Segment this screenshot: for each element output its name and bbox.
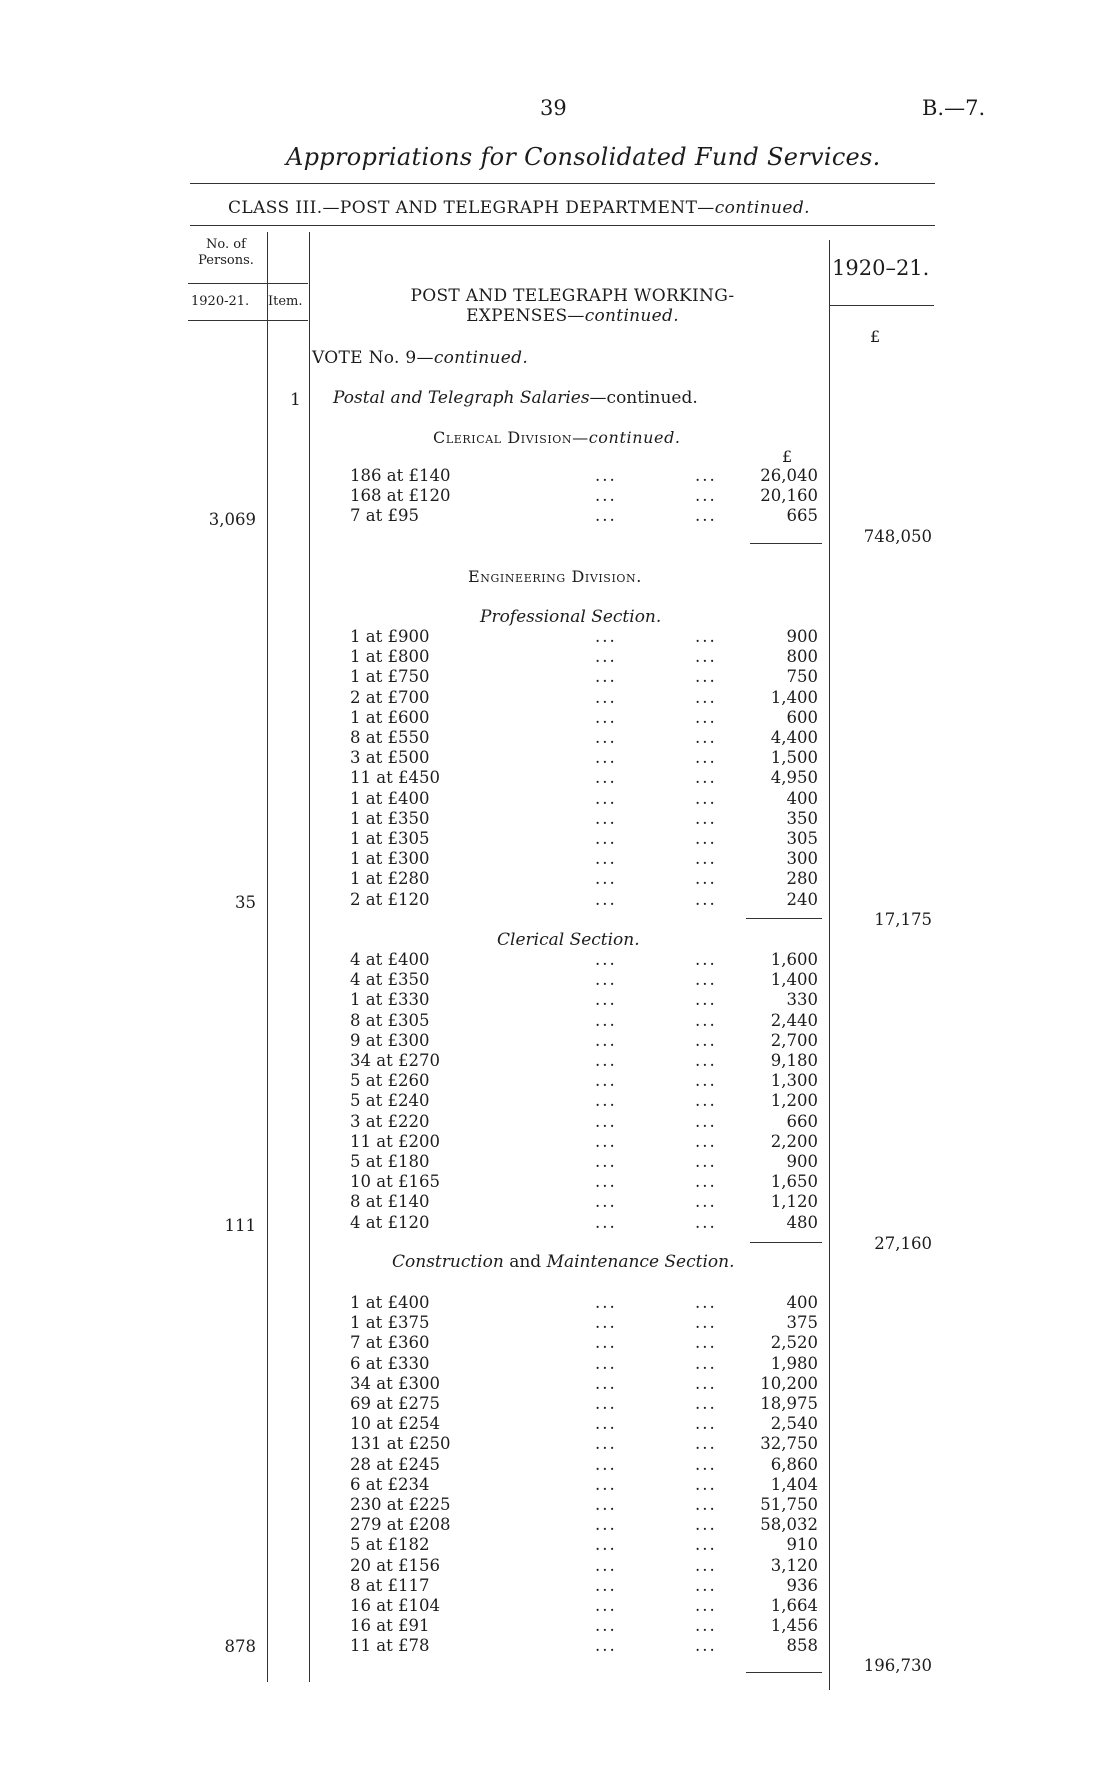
row-leader-dots: ... bbox=[695, 1535, 717, 1555]
row-amount: 2,540 bbox=[770, 1414, 818, 1434]
row-leader-dots: ... bbox=[695, 1091, 717, 1111]
table-row bbox=[350, 1374, 818, 1394]
row-leader-dots: ... bbox=[595, 1111, 617, 1131]
row-description: 2 at £120 bbox=[350, 889, 430, 909]
table-row bbox=[350, 950, 818, 970]
row-description: 168 at £120 bbox=[350, 486, 451, 505]
row-description: 279 at £208 bbox=[350, 1515, 451, 1535]
class-heading bbox=[228, 198, 810, 218]
row-description: 34 at £300 bbox=[350, 1373, 440, 1393]
row-description: 1 at £600 bbox=[350, 707, 430, 727]
row-amount: 750 bbox=[786, 667, 818, 687]
row-amount: 936 bbox=[786, 1575, 818, 1595]
persons-count-construction: 878 bbox=[224, 1637, 256, 1656]
row-description: 1 at £350 bbox=[350, 808, 430, 828]
row-leader-dots: ... bbox=[695, 1555, 717, 1575]
row-leader-dots: ... bbox=[595, 808, 617, 828]
row-amount: 18,975 bbox=[760, 1394, 818, 1413]
row-amount: 1,120 bbox=[770, 1192, 818, 1212]
row-leader-dots: ... bbox=[695, 1293, 717, 1312]
row-amount: 910 bbox=[786, 1535, 818, 1555]
table-row bbox=[350, 1031, 818, 1051]
row-leader-dots: ... bbox=[695, 788, 717, 808]
page-title: Appropriations for Consolidated Fund Services. bbox=[286, 143, 881, 171]
row-leader-dots: ... bbox=[695, 1313, 717, 1333]
row-description: 5 at £180 bbox=[350, 1152, 430, 1171]
row-leader-dots: ... bbox=[695, 647, 717, 667]
row-leader-dots: ... bbox=[695, 1434, 717, 1454]
rule-professional-total bbox=[746, 918, 822, 919]
row-leader-dots: ... bbox=[695, 1575, 717, 1595]
row-description: 28 at £245 bbox=[350, 1454, 440, 1474]
column-rule-item bbox=[309, 232, 310, 1682]
row-description: 1 at £375 bbox=[350, 1313, 430, 1333]
row-leader-dots: ... bbox=[595, 1434, 617, 1454]
row-leader-dots: ... bbox=[695, 1616, 717, 1636]
row-amount: 400 bbox=[786, 1293, 818, 1312]
table-row bbox=[350, 1434, 818, 1454]
table-row bbox=[350, 486, 818, 506]
persons-count-clerical-section: 111 bbox=[224, 1216, 256, 1235]
row-amount: 350 bbox=[786, 808, 818, 828]
row-description: 6 at £234 bbox=[350, 1474, 430, 1494]
item-title-text: Postal and Telegraph Salaries bbox=[333, 388, 590, 408]
row-amount: 10,200 bbox=[760, 1373, 818, 1393]
row-leader-dots: ... bbox=[595, 1575, 617, 1595]
row-description: 7 at £360 bbox=[350, 1333, 430, 1353]
table-row bbox=[350, 667, 818, 687]
row-leader-dots: ... bbox=[695, 1111, 717, 1131]
column-header-persons-year: 1920-21. bbox=[191, 294, 250, 309]
row-description: 3 at £220 bbox=[350, 1111, 430, 1131]
row-description: 2 at £700 bbox=[350, 687, 430, 707]
row-amount: 51,750 bbox=[760, 1495, 818, 1514]
row-leader-dots: ... bbox=[595, 1030, 617, 1050]
row-amount: 9,180 bbox=[770, 1051, 818, 1070]
row-description: 4 at £400 bbox=[350, 950, 430, 969]
row-description: 16 at £91 bbox=[350, 1616, 430, 1636]
row-leader-dots: ... bbox=[595, 1394, 617, 1413]
table-row bbox=[350, 768, 818, 788]
class-heading-continued: continued. bbox=[714, 198, 810, 218]
row-amount: 2,440 bbox=[770, 1010, 818, 1030]
row-leader-dots: ... bbox=[695, 627, 717, 646]
row-leader-dots: ... bbox=[695, 849, 717, 869]
row-amount: 2,200 bbox=[770, 1131, 818, 1151]
row-leader-dots: ... bbox=[595, 1555, 617, 1575]
row-leader-dots: ... bbox=[595, 1212, 617, 1232]
table-row bbox=[350, 748, 818, 768]
table-row bbox=[350, 1293, 818, 1313]
row-leader-dots: ... bbox=[595, 1293, 617, 1312]
row-amount: 240 bbox=[786, 889, 818, 909]
persons-count-professional: 35 bbox=[235, 893, 256, 912]
section-title-continued: continued. bbox=[584, 306, 679, 326]
row-leader-dots: ... bbox=[595, 1535, 617, 1555]
row-amount: 600 bbox=[786, 707, 818, 727]
row-description: 1 at £900 bbox=[350, 627, 430, 646]
item-title bbox=[333, 388, 698, 408]
row-leader-dots: ... bbox=[595, 1152, 617, 1171]
row-leader-dots: ... bbox=[595, 1596, 617, 1615]
table-row bbox=[350, 647, 818, 667]
table-row bbox=[350, 1152, 818, 1172]
row-leader-dots: ... bbox=[595, 788, 617, 808]
table-row bbox=[350, 688, 818, 708]
row-leader-dots: ... bbox=[695, 748, 717, 768]
table-row bbox=[350, 1011, 818, 1031]
row-amount: 4,950 bbox=[770, 768, 818, 788]
construction-heading-a: Construction bbox=[392, 1252, 504, 1272]
row-description: 131 at £250 bbox=[350, 1434, 451, 1454]
row-description: 8 at £117 bbox=[350, 1575, 430, 1595]
row-leader-dots: ... bbox=[695, 728, 717, 747]
row-leader-dots: ... bbox=[695, 1172, 717, 1192]
row-amount: 3,120 bbox=[770, 1555, 818, 1575]
row-leader-dots: ... bbox=[695, 889, 717, 909]
row-description: 69 at £275 bbox=[350, 1394, 440, 1413]
table-row bbox=[350, 1596, 818, 1616]
row-leader-dots: ... bbox=[595, 889, 617, 909]
row-amount: 660 bbox=[786, 1111, 818, 1131]
row-amount: 280 bbox=[786, 869, 818, 889]
row-leader-dots: ... bbox=[695, 1071, 717, 1091]
row-leader-dots: ... bbox=[595, 687, 617, 707]
row-description: 1 at £750 bbox=[350, 667, 430, 687]
row-amount: 900 bbox=[786, 1152, 818, 1171]
table-row bbox=[350, 1333, 818, 1353]
row-leader-dots: ... bbox=[595, 1454, 617, 1474]
row-amount: 858 bbox=[786, 1636, 818, 1656]
row-leader-dots: ... bbox=[695, 506, 717, 525]
table-row bbox=[350, 990, 818, 1010]
column-rule-amount bbox=[829, 240, 830, 1690]
table-row bbox=[350, 708, 818, 728]
row-description: 10 at £254 bbox=[350, 1414, 440, 1434]
table-row bbox=[350, 1414, 818, 1434]
construction-heading-b: Maintenance Section. bbox=[546, 1252, 735, 1272]
vote-text: VOTE No. 9— bbox=[312, 348, 434, 368]
construction-section-heading bbox=[392, 1252, 735, 1272]
row-amount: 2,520 bbox=[770, 1333, 818, 1353]
row-amount: 900 bbox=[786, 627, 818, 646]
row-description: 4 at £120 bbox=[350, 1212, 430, 1232]
total-construction: 196,730 bbox=[863, 1656, 932, 1675]
table-row bbox=[350, 1192, 818, 1212]
row-leader-dots: ... bbox=[595, 627, 617, 646]
row-leader-dots: ... bbox=[595, 1474, 617, 1494]
table-row bbox=[350, 1455, 818, 1475]
row-leader-dots: ... bbox=[595, 1192, 617, 1212]
row-leader-dots: ... bbox=[595, 950, 617, 969]
row-leader-dots: ... bbox=[595, 728, 617, 747]
row-amount: 1,404 bbox=[770, 1474, 818, 1494]
row-leader-dots: ... bbox=[595, 506, 617, 525]
row-leader-dots: ... bbox=[695, 1495, 717, 1514]
table-row bbox=[350, 1475, 818, 1495]
row-amount: 330 bbox=[786, 990, 818, 1010]
row-description: 5 at £260 bbox=[350, 1071, 430, 1091]
row-amount: 1,200 bbox=[770, 1091, 818, 1111]
row-description: 1 at £400 bbox=[350, 1293, 430, 1312]
row-leader-dots: ... bbox=[595, 707, 617, 727]
row-amount: 400 bbox=[786, 788, 818, 808]
row-leader-dots: ... bbox=[595, 1636, 617, 1656]
vote-heading bbox=[312, 348, 528, 368]
row-description: 1 at £300 bbox=[350, 849, 430, 869]
row-description: 186 at £140 bbox=[350, 466, 451, 485]
total-clerical-division: 748,050 bbox=[863, 527, 932, 546]
row-leader-dots: ... bbox=[695, 1333, 717, 1353]
row-amount: 1,456 bbox=[770, 1616, 818, 1636]
row-amount: 800 bbox=[786, 647, 818, 667]
total-clerical-section: 27,160 bbox=[874, 1234, 932, 1253]
row-leader-dots: ... bbox=[695, 1010, 717, 1030]
row-leader-dots: ... bbox=[695, 1394, 717, 1413]
table-row bbox=[350, 728, 818, 748]
table-row bbox=[350, 1535, 818, 1555]
rule-under-class bbox=[190, 225, 935, 226]
row-leader-dots: ... bbox=[595, 869, 617, 889]
table-row bbox=[350, 1556, 818, 1576]
row-leader-dots: ... bbox=[695, 768, 717, 788]
row-amount: 375 bbox=[786, 1313, 818, 1333]
table-row bbox=[350, 789, 818, 809]
clerical-division-heading bbox=[433, 428, 681, 447]
row-leader-dots: ... bbox=[695, 1353, 717, 1373]
row-description: 1 at £280 bbox=[350, 869, 430, 889]
table-row bbox=[350, 466, 818, 486]
table-row bbox=[350, 869, 818, 889]
item-number: 1 bbox=[290, 390, 301, 410]
rule-persons-header bbox=[188, 283, 308, 284]
table-row bbox=[350, 1091, 818, 1111]
persons-count-clerical-division: 3,069 bbox=[208, 510, 256, 529]
row-leader-dots: ... bbox=[695, 1454, 717, 1474]
section-title-text: POST AND TELEGRAPH WORKING-EXPENSES— bbox=[410, 286, 735, 326]
row-leader-dots: ... bbox=[595, 768, 617, 788]
row-description: 1 at £800 bbox=[350, 647, 430, 667]
row-leader-dots: ... bbox=[695, 970, 717, 990]
row-amount: 1,500 bbox=[770, 748, 818, 768]
row-leader-dots: ... bbox=[595, 1616, 617, 1636]
clerical-section-heading: Clerical Section. bbox=[497, 930, 640, 950]
row-description: 11 at £78 bbox=[350, 1636, 430, 1656]
table-row bbox=[350, 1515, 818, 1535]
row-amount: 1,980 bbox=[770, 1353, 818, 1373]
row-leader-dots: ... bbox=[695, 1212, 717, 1232]
row-leader-dots: ... bbox=[595, 1495, 617, 1514]
row-amount: 4,400 bbox=[770, 728, 818, 747]
row-description: 6 at £330 bbox=[350, 1353, 430, 1373]
column-rule-persons bbox=[267, 232, 268, 1682]
row-leader-dots: ... bbox=[595, 970, 617, 990]
clerical-division-heading-text: Clerical Division— bbox=[433, 428, 589, 447]
table-row bbox=[350, 506, 818, 526]
clerical-division-heading-continued: continued. bbox=[588, 428, 681, 447]
table-row bbox=[350, 849, 818, 869]
row-leader-dots: ... bbox=[695, 486, 717, 505]
row-leader-dots: ... bbox=[595, 1333, 617, 1353]
row-amount: 2,700 bbox=[770, 1030, 818, 1050]
row-description: 11 at £450 bbox=[350, 768, 440, 788]
row-description: 3 at £500 bbox=[350, 748, 430, 768]
row-leader-dots: ... bbox=[595, 829, 617, 848]
table-row bbox=[350, 1112, 818, 1132]
row-leader-dots: ... bbox=[595, 1373, 617, 1393]
row-amount: 1,664 bbox=[770, 1596, 818, 1615]
row-leader-dots: ... bbox=[695, 1152, 717, 1171]
row-description: 5 at £240 bbox=[350, 1091, 430, 1111]
row-leader-dots: ... bbox=[595, 1051, 617, 1070]
row-leader-dots: ... bbox=[695, 829, 717, 848]
row-leader-dots: ... bbox=[595, 667, 617, 687]
row-description: 8 at £550 bbox=[350, 728, 430, 747]
row-leader-dots: ... bbox=[595, 1515, 617, 1535]
row-amount: 665 bbox=[786, 506, 818, 525]
row-leader-dots: ... bbox=[595, 1071, 617, 1091]
row-leader-dots: ... bbox=[595, 748, 617, 768]
row-leader-dots: ... bbox=[695, 869, 717, 889]
table-row bbox=[350, 1576, 818, 1596]
table-row bbox=[350, 1495, 818, 1515]
vote-continued: continued. bbox=[433, 348, 529, 368]
row-description: 34 at £270 bbox=[350, 1051, 440, 1070]
row-leader-dots: ... bbox=[695, 707, 717, 727]
row-leader-dots: ... bbox=[695, 1131, 717, 1151]
row-description: 8 at £140 bbox=[350, 1192, 430, 1212]
column-header-item: Item. bbox=[268, 294, 303, 309]
row-description: 1 at £400 bbox=[350, 788, 430, 808]
table-row bbox=[350, 627, 818, 647]
row-leader-dots: ... bbox=[695, 1192, 717, 1212]
total-professional: 17,175 bbox=[874, 910, 932, 929]
table-row bbox=[350, 970, 818, 990]
construction-heading-and: and bbox=[509, 1252, 542, 1272]
row-description: 230 at £225 bbox=[350, 1495, 451, 1514]
rule-top bbox=[190, 183, 935, 184]
row-amount: 480 bbox=[786, 1212, 818, 1232]
rule-construction-total bbox=[746, 1672, 822, 1673]
professional-section-heading: Professional Section. bbox=[480, 607, 662, 627]
row-leader-dots: ... bbox=[695, 1474, 717, 1494]
row-description: 7 at £95 bbox=[350, 506, 419, 525]
row-leader-dots: ... bbox=[695, 466, 717, 485]
row-leader-dots: ... bbox=[695, 990, 717, 1010]
row-leader-dots: ... bbox=[595, 486, 617, 505]
row-description: 1 at £330 bbox=[350, 990, 430, 1010]
row-amount: 1,650 bbox=[770, 1172, 818, 1192]
column-header-pound: £ bbox=[870, 327, 881, 346]
row-leader-dots: ... bbox=[595, 1091, 617, 1111]
row-description: 10 at £165 bbox=[350, 1172, 440, 1192]
row-amount: 305 bbox=[786, 829, 818, 848]
row-leader-dots: ... bbox=[695, 667, 717, 687]
table-row bbox=[350, 1213, 818, 1233]
row-leader-dots: ... bbox=[595, 466, 617, 485]
row-leader-dots: ... bbox=[695, 1515, 717, 1535]
column-header-persons: No. of Persons. bbox=[198, 237, 254, 268]
row-leader-dots: ... bbox=[695, 1051, 717, 1070]
row-amount: 26,040 bbox=[760, 466, 818, 485]
row-amount: 20,160 bbox=[760, 486, 818, 505]
page-number: 39 bbox=[540, 96, 567, 120]
row-description: 16 at £104 bbox=[350, 1596, 440, 1615]
table-row bbox=[350, 1172, 818, 1192]
row-leader-dots: ... bbox=[695, 950, 717, 969]
row-leader-dots: ... bbox=[595, 990, 617, 1010]
table-row bbox=[350, 1313, 818, 1333]
row-description: 5 at £182 bbox=[350, 1535, 430, 1555]
row-amount: 32,750 bbox=[760, 1434, 818, 1454]
row-description: 4 at £350 bbox=[350, 970, 430, 990]
row-leader-dots: ... bbox=[595, 1414, 617, 1434]
rule-persons-year bbox=[188, 320, 308, 321]
rule-clerical-division-total bbox=[750, 543, 822, 544]
row-leader-dots: ... bbox=[695, 1030, 717, 1050]
row-leader-dots: ... bbox=[595, 1131, 617, 1151]
item-title-continued: —continued. bbox=[589, 388, 698, 408]
table-row bbox=[350, 1132, 818, 1152]
rule-year-header bbox=[830, 305, 934, 306]
engineering-division-heading: Engineering Division. bbox=[468, 567, 642, 586]
row-amount: 1,400 bbox=[770, 687, 818, 707]
row-amount: 1,600 bbox=[770, 950, 818, 969]
table-row bbox=[350, 1071, 818, 1091]
row-leader-dots: ... bbox=[595, 1010, 617, 1030]
column-header-year: 1920–21. bbox=[832, 256, 930, 280]
row-description: 20 at £156 bbox=[350, 1555, 440, 1575]
row-leader-dots: ... bbox=[595, 647, 617, 667]
table-row bbox=[350, 890, 818, 910]
row-leader-dots: ... bbox=[695, 1373, 717, 1393]
row-amount: 300 bbox=[786, 849, 818, 869]
row-description: 8 at £305 bbox=[350, 1010, 430, 1030]
page-reference: B.—7. bbox=[922, 96, 986, 120]
table-row bbox=[350, 1616, 818, 1636]
row-leader-dots: ... bbox=[695, 1414, 717, 1434]
section-title bbox=[380, 286, 765, 326]
table-row bbox=[350, 829, 818, 849]
row-leader-dots: ... bbox=[595, 1313, 617, 1333]
row-amount: 1,300 bbox=[770, 1071, 818, 1091]
row-leader-dots: ... bbox=[595, 1353, 617, 1373]
table-row bbox=[350, 1394, 818, 1414]
class-heading-text: CLASS III.—POST AND TELEGRAPH DEPARTMENT— bbox=[228, 198, 715, 218]
row-description: 9 at £300 bbox=[350, 1030, 430, 1050]
row-leader-dots: ... bbox=[695, 1596, 717, 1615]
row-leader-dots: ... bbox=[695, 687, 717, 707]
row-leader-dots: ... bbox=[695, 808, 717, 828]
table-row bbox=[350, 1636, 818, 1656]
table-row bbox=[350, 1354, 818, 1374]
sub-column-pound: £ bbox=[782, 447, 793, 466]
row-description: 11 at £200 bbox=[350, 1131, 440, 1151]
rule-clerical-section-total bbox=[750, 1242, 822, 1243]
table-row bbox=[350, 1051, 818, 1071]
row-leader-dots: ... bbox=[695, 1636, 717, 1656]
row-leader-dots: ... bbox=[595, 1172, 617, 1192]
row-amount: 6,860 bbox=[770, 1454, 818, 1474]
row-leader-dots: ... bbox=[595, 849, 617, 869]
row-amount: 58,032 bbox=[760, 1515, 818, 1535]
row-description: 1 at £305 bbox=[350, 829, 430, 848]
table-row bbox=[350, 809, 818, 829]
row-amount: 1,400 bbox=[770, 970, 818, 990]
